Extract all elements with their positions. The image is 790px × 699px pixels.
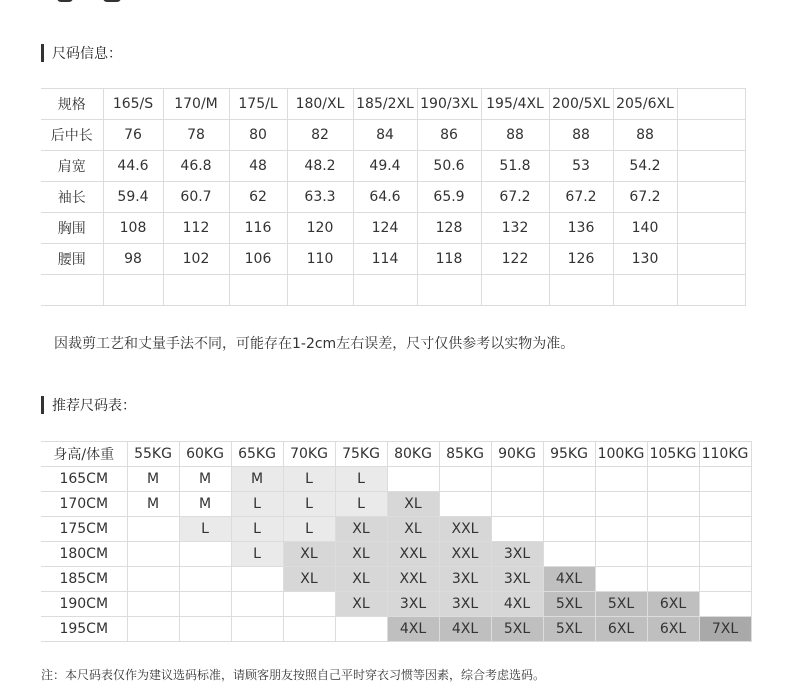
table-row <box>41 517 751 542</box>
size-cell: M <box>127 492 179 517</box>
size-cell <box>699 542 751 567</box>
header-cell: 165/S <box>103 89 163 120</box>
table-cell: 120 <box>287 213 353 244</box>
size-cell <box>335 617 387 642</box>
size-cell <box>543 467 595 492</box>
header-cell: 175/L <box>229 89 287 120</box>
header-cell: 规格 <box>41 89 103 120</box>
row-label-cell: 185CM <box>41 567 127 592</box>
table-cell: 44.6 <box>103 151 163 182</box>
table-cell <box>613 275 677 306</box>
header-cell: 100KG <box>595 442 647 467</box>
size-cell <box>491 467 543 492</box>
size-cell: XXL <box>439 542 491 567</box>
size-cell: XL <box>283 567 335 592</box>
size-cell <box>647 542 699 567</box>
size-cell <box>283 592 335 617</box>
heading-bar <box>41 44 44 62</box>
table-cell: 60.7 <box>163 182 229 213</box>
table-cell: 65.9 <box>417 182 481 213</box>
size-cell <box>231 592 283 617</box>
header-cell: 200/5XL <box>549 89 613 120</box>
table-cell: 118 <box>417 244 481 275</box>
size-cell <box>595 517 647 542</box>
header-cell: 55KG <box>127 442 179 467</box>
measurement-error-note: 因裁剪工艺和丈量手法不同，可能存在1-2cm左右误差，尺寸仅供参考以实物为准。 <box>54 336 575 352</box>
table-cell: 46.8 <box>163 151 229 182</box>
table-cell <box>677 275 745 306</box>
size-cell: 3XL <box>491 542 543 567</box>
size-cell <box>595 492 647 517</box>
size-cell: 4XL <box>439 617 491 642</box>
header-cell <box>677 89 745 120</box>
size-cell: 3XL <box>387 592 439 617</box>
table-cell <box>287 275 353 306</box>
table-cell: 50.6 <box>417 151 481 182</box>
header-cell: 身高/体重 <box>41 442 127 467</box>
size-cell: 3XL <box>439 592 491 617</box>
row-label-cell <box>41 275 103 306</box>
row-label-cell: 175CM <box>41 517 127 542</box>
size-cell <box>647 567 699 592</box>
table-cell: 62 <box>229 182 287 213</box>
size-cell <box>127 592 179 617</box>
recommendation-disclaimer: 注：本尺码表仅作为建议选码标准，请顾客朋友按照自己平时穿衣习惯等因素，综合考虑选码。 <box>41 668 546 682</box>
table-cell <box>417 275 481 306</box>
table-cell <box>353 275 417 306</box>
size-cell: 6XL <box>647 592 699 617</box>
table-cell: 112 <box>163 213 229 244</box>
table-header-row <box>41 442 751 467</box>
size-cell <box>543 542 595 567</box>
size-cell: XXL <box>387 567 439 592</box>
cropped-top-glyphs <box>0 0 790 4</box>
table-cell: 108 <box>103 213 163 244</box>
size-cell: 4XL <box>543 567 595 592</box>
table-cell: 67.2 <box>481 182 549 213</box>
size-cell <box>647 492 699 517</box>
heading-bar <box>41 396 44 414</box>
size-cell: L <box>335 467 387 492</box>
size-cell: XL <box>283 542 335 567</box>
table-row <box>41 617 751 642</box>
header-cell: 190/3XL <box>417 89 481 120</box>
size-cell: 5XL <box>543 617 595 642</box>
size-cell: XXL <box>439 517 491 542</box>
size-cell <box>699 517 751 542</box>
size-cell: XL <box>387 492 439 517</box>
header-cell: 90KG <box>491 442 543 467</box>
size-cell <box>283 617 335 642</box>
table-cell: 130 <box>613 244 677 275</box>
size-cell: 5XL <box>491 617 543 642</box>
size-cell <box>179 567 231 592</box>
header-cell: 185/2XL <box>353 89 417 120</box>
table-cell: 86 <box>417 120 481 151</box>
size-cell: L <box>231 542 283 567</box>
table-cell: 53 <box>549 151 613 182</box>
size-cell: 5XL <box>543 592 595 617</box>
recommended-size-heading <box>41 396 136 414</box>
size-cell: XL <box>335 542 387 567</box>
row-label-cell: 胸围 <box>41 213 103 244</box>
table-cell: 110 <box>287 244 353 275</box>
size-cell <box>127 542 179 567</box>
size-cell: XL <box>335 567 387 592</box>
row-label-cell: 190CM <box>41 592 127 617</box>
size-cell <box>231 567 283 592</box>
header-cell: 60KG <box>179 442 231 467</box>
table-cell: 88 <box>481 120 549 151</box>
size-info-heading <box>41 44 122 62</box>
size-cell: 7XL <box>699 617 751 642</box>
table-cell <box>677 120 745 151</box>
size-cell <box>647 467 699 492</box>
table-row <box>41 182 745 213</box>
size-cell <box>439 467 491 492</box>
size-cell <box>179 617 231 642</box>
size-cell: L <box>283 492 335 517</box>
size-cell <box>491 517 543 542</box>
size-info-title: 尺码信息： <box>52 46 122 62</box>
size-cell <box>699 567 751 592</box>
table-cell <box>229 275 287 306</box>
table-row <box>41 567 751 592</box>
size-cell: M <box>179 492 231 517</box>
table-cell: 88 <box>613 120 677 151</box>
table-cell: 63.3 <box>287 182 353 213</box>
size-cell <box>127 617 179 642</box>
table-cell: 116 <box>229 213 287 244</box>
table-cell: 64.6 <box>353 182 417 213</box>
table-row <box>41 213 745 244</box>
header-cell: 85KG <box>439 442 491 467</box>
table-cell: 98 <box>103 244 163 275</box>
table-row <box>41 151 745 182</box>
size-cell: M <box>179 467 231 492</box>
table-cell <box>481 275 549 306</box>
table-header-row <box>41 89 745 120</box>
header-cell: 95KG <box>543 442 595 467</box>
table-cell: 51.8 <box>481 151 549 182</box>
recommended-size-title: 推荐尺码表： <box>52 398 136 414</box>
table-cell: 124 <box>353 213 417 244</box>
table-cell: 136 <box>549 213 613 244</box>
size-cell: XXL <box>387 542 439 567</box>
table-cell: 88 <box>549 120 613 151</box>
table-cell: 67.2 <box>613 182 677 213</box>
table-cell: 140 <box>613 213 677 244</box>
size-cell: XL <box>335 592 387 617</box>
header-cell: 80KG <box>387 442 439 467</box>
table-cell: 54.2 <box>613 151 677 182</box>
size-cell <box>699 492 751 517</box>
table-row <box>41 467 751 492</box>
table-cell <box>103 275 163 306</box>
table-cell: 114 <box>353 244 417 275</box>
table-cell: 102 <box>163 244 229 275</box>
row-label-cell: 165CM <box>41 467 127 492</box>
table-cell: 122 <box>481 244 549 275</box>
table-row <box>41 492 751 517</box>
table-cell: 132 <box>481 213 549 244</box>
row-label-cell: 袖长 <box>41 182 103 213</box>
size-cell: 4XL <box>387 617 439 642</box>
size-cell: M <box>231 467 283 492</box>
size-cell: 4XL <box>491 592 543 617</box>
size-cell: M <box>127 467 179 492</box>
header-cell: 170/M <box>163 89 229 120</box>
table-cell: 80 <box>229 120 287 151</box>
table-cell: 48.2 <box>287 151 353 182</box>
table-cell: 59.4 <box>103 182 163 213</box>
size-cell: XL <box>387 517 439 542</box>
size-cell: XL <box>335 517 387 542</box>
size-cell <box>179 542 231 567</box>
table-row <box>41 542 751 567</box>
table-cell: 128 <box>417 213 481 244</box>
size-cell <box>231 617 283 642</box>
size-cell <box>699 592 751 617</box>
header-cell: 180/XL <box>287 89 353 120</box>
header-cell: 65KG <box>231 442 283 467</box>
header-cell: 110KG <box>699 442 751 467</box>
size-cell: L <box>335 492 387 517</box>
header-cell: 75KG <box>335 442 387 467</box>
size-cell <box>699 467 751 492</box>
size-cell: L <box>283 517 335 542</box>
table-cell: 106 <box>229 244 287 275</box>
size-cell: 3XL <box>491 567 543 592</box>
size-cell <box>439 492 491 517</box>
table-cell: 126 <box>549 244 613 275</box>
size-cell: 6XL <box>647 617 699 642</box>
table-row <box>41 275 745 306</box>
size-cell: 6XL <box>595 617 647 642</box>
header-cell: 195/4XL <box>481 89 549 120</box>
header-cell: 205/6XL <box>613 89 677 120</box>
table-row <box>41 120 745 151</box>
table-cell <box>549 275 613 306</box>
size-cell: 5XL <box>595 592 647 617</box>
table-cell <box>677 244 745 275</box>
size-cell <box>387 467 439 492</box>
size-cell <box>543 517 595 542</box>
table-cell: 84 <box>353 120 417 151</box>
row-label-cell: 肩宽 <box>41 151 103 182</box>
table-cell <box>677 182 745 213</box>
row-label-cell: 170CM <box>41 492 127 517</box>
table-row <box>41 592 751 617</box>
size-cell <box>595 567 647 592</box>
row-label-cell: 180CM <box>41 542 127 567</box>
table-cell: 76 <box>103 120 163 151</box>
size-cell: L <box>231 492 283 517</box>
row-label-cell: 腰围 <box>41 244 103 275</box>
size-cell <box>595 467 647 492</box>
size-cell <box>491 492 543 517</box>
table-cell: 48 <box>229 151 287 182</box>
table-cell: 78 <box>163 120 229 151</box>
size-cell <box>127 517 179 542</box>
table-cell <box>163 275 229 306</box>
size-cell <box>179 592 231 617</box>
recommended-size-table <box>41 441 752 642</box>
size-cell: L <box>231 517 283 542</box>
size-cell <box>543 492 595 517</box>
size-cell <box>595 542 647 567</box>
table-cell: 49.4 <box>353 151 417 182</box>
table-row <box>41 244 745 275</box>
size-cell <box>647 517 699 542</box>
row-label-cell: 后中长 <box>41 120 103 151</box>
table-cell: 67.2 <box>549 182 613 213</box>
table-cell <box>677 151 745 182</box>
header-cell: 105KG <box>647 442 699 467</box>
row-label-cell: 195CM <box>41 617 127 642</box>
size-cell: 3XL <box>439 567 491 592</box>
header-cell: 70KG <box>283 442 335 467</box>
table-cell <box>677 213 745 244</box>
size-cell: L <box>283 467 335 492</box>
size-info-table <box>41 88 746 306</box>
size-cell: L <box>179 517 231 542</box>
table-cell: 82 <box>287 120 353 151</box>
size-cell <box>127 567 179 592</box>
